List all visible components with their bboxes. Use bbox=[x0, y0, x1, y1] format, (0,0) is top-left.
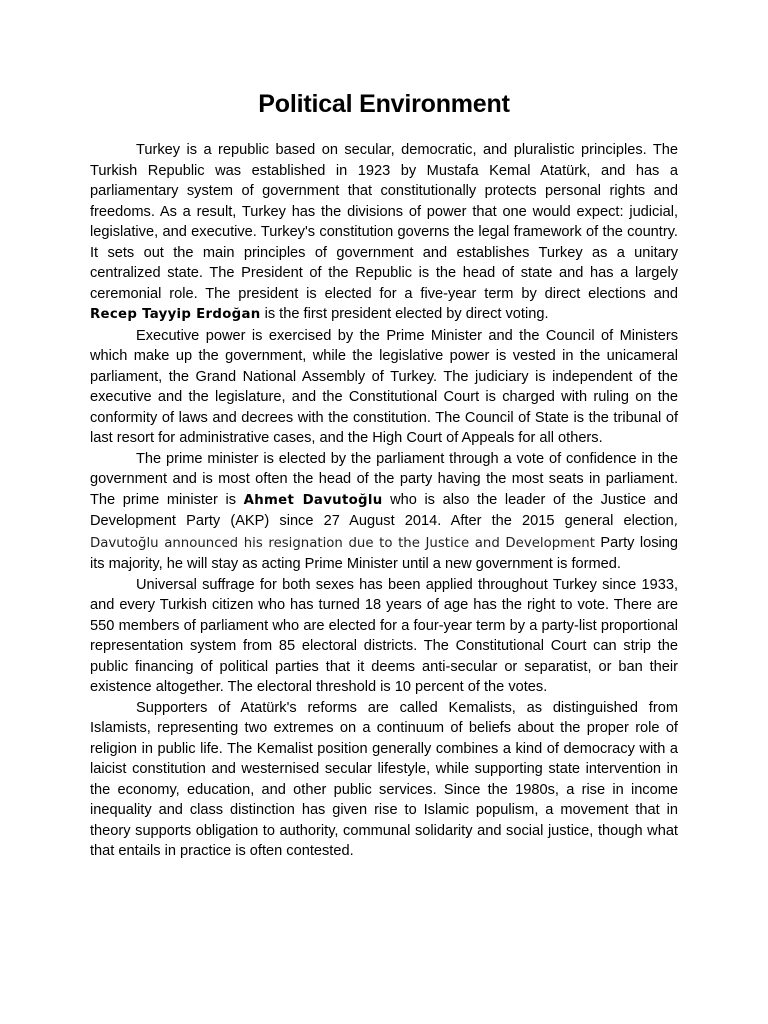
paragraph-4: Universal suffrage for both sexes has been applied throughout Turkey since 1933, and every Turkish citizen who has turned 18 years of age has the right to vote. There are 550 members of parliament who are elected for a four-year term by a party-list proportional representation system from 85 electoral districts. The Constitutional Court can strip the public financing of political parties that it deems anti-secular or separatist, or ban their existence altogether. The electoral threshold is 10 percent of the votes. bbox=[90, 576, 678, 695]
paragraph-3-text-b: who is also the leader of the Justice and Development Party (AKP) since 27 August 2014. After the 2015 general election bbox=[90, 491, 678, 529]
paragraph-2: Executive power is exercised by the Prime Minister and the Council of Ministers which make up the government, while the legislative power is vested in the unicameral parliament, the Grand National Assembly of Turkey. The judiciary is independent of the executive and the legislature, and the Constitutional Court is charged with ruling on the conformity of laws and decrees with the constitution. The Council of State is the tribunal of last resort for administrative cases, and the High Court of Appeals for all others. bbox=[90, 327, 678, 446]
paragraph-1-text-a: Turkey is a republic based on secular, democratic, and pluralistic principles. The Turkish Republic was established in 1923 by Mustafa Kemal Atatürk, and has a parliamentary system of government that constitutionally protects personal rights and freedoms. As a result, Turkey has the divisions of power that one would expect: judicial, legislative, and executive. Turkey's constitution governs the legal framework of the country. It sets out the main principles of government and establishes Turkey as a unitary centralized state. The President of the Republic is the head of state and has a largely ceremonial role. The president is elected for a five-year term by direct elections and bbox=[90, 142, 678, 302]
page-title: Political Environment bbox=[258, 90, 510, 118]
paragraph-1 bbox=[90, 140, 678, 326]
paragraph-5: Supporters of Atatürk's reforms are called Kemalists, as distinguished from Islamists, representing two extremes on a continuum of beliefs about the proper role of religion in public life. The Kemalist position generally combines a kind of democracy with a laicist constitution and westernised secular lifestyle, while supporting state intervention in the economy, education, and other public services. Since the 1980s, a rise in income inequality and class distinction has given rise to Islamic populism, a movement that in theory supports obligation to authority, communal solidarity and social justice, though what that entails in practice is often contested. bbox=[90, 699, 678, 859]
paragraph-3-text-d: Party losing its majority, he will stay as acting Prime Minister until a new government is formed. bbox=[90, 534, 679, 572]
president-name: Recep Tayyip Erdoğan bbox=[90, 307, 261, 322]
document-body bbox=[90, 140, 678, 862]
prime-minister-name: Ahmet Davutoğlu bbox=[243, 492, 383, 508]
paragraph-3-text-c: , Davutoğlu announced his resignation due to the Justice and Development bbox=[90, 514, 678, 551]
paragraph-3-text-a: The prime minister is elected by the parliament through a vote of confidence in the government and is most often the head of the party having the most seats in parliament. The prime minister is bbox=[90, 450, 678, 508]
paragraph-3 bbox=[90, 449, 678, 575]
paragraph-1-text-b: is the first president elected by direct voting. bbox=[260, 306, 549, 322]
